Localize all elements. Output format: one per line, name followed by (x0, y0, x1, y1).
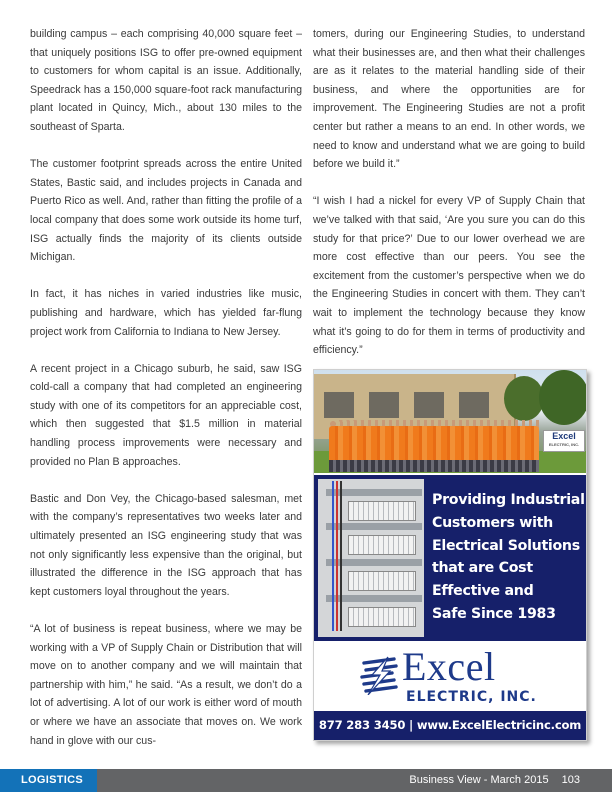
paragraph: “A lot of business is repeat business, where we may be working with a VP of Supply Chain or Distribution that will move on to another company and we will maintain that partnership with him,” he said. “As a result, we don’t do a lot of advertising. A lot of our work is either word of mouth or where we have an associate that moves on. We work hand in glove with our cus- (30, 623, 302, 747)
ad-headline (432, 489, 585, 626)
paragraph: Bastic and Don Vey, the Chicago-based salesman, met with the company’s representatives two weeks later and ultimately presented an ISG engineering study that was not only significantly less expensive than the original, but illustrated the difference in the ISG approach that has kept customers loyal throughout the years. (30, 492, 302, 598)
publication-title: Business View - March 2015 (409, 774, 549, 786)
headline-line: Electrical Solutions (432, 537, 580, 554)
paragraph: “I wish I had a nickel for every VP of Supply Chain that we’ve talked with that said, ‘Are you sure you can do this study for that price?’ Due to our lower overhead we are more cost effective than our peers. You see the excitement from the customer’s perspective when we do the Engineering Studies in concert with them. They can’t wait to implement the technology because they know what it’s going to do for them in terms of productivity and efficiency.” (313, 195, 585, 357)
logo-subtitle: ELECTRIC, INC. (406, 689, 537, 705)
excel-electric-advertisement[interactable] (313, 369, 587, 741)
ad-contact-line[interactable]: 877 283 3450 | www.ExcelElectricinc.com (314, 711, 586, 740)
logo-name: Excel (402, 644, 496, 689)
company-sign (543, 430, 585, 452)
paragraph: In fact, it has niches in varied industries like music, publishing and hardware, which has yielded far-flung project work from California to Indiana to New Jersey. (30, 288, 302, 338)
paragraph: A recent project in a Chicago suburb, he said, saw ISG cold-call a company that had completed an engineering study with one of its competitors for an appreciable cost, which then suggested that $1.5 million in material handling process improvements were necessary and provided no Plan B approaches. (30, 362, 302, 468)
ad-message-band (314, 475, 586, 641)
headline-line: Effective and (432, 583, 534, 600)
headline-line: Safe Since 1983 (432, 605, 556, 622)
page-number: 103 (561, 774, 580, 786)
headline-line: Providing Industrial (432, 492, 585, 508)
lightning-coil-icon (358, 655, 400, 695)
excel-electric-logo (314, 641, 586, 711)
sign-text: Excel (552, 431, 576, 441)
page-footer (0, 769, 612, 792)
headline-line: that are Cost (432, 560, 533, 577)
publication-info (399, 769, 580, 792)
paragraph: tomers, during our Engineering Studies, to understand what their businesses are, and then what their challenges are as it relates to the material handling side of their business, and where the opportunities are for improvement. The Engineering Studies are not a profit center but rather a means to an end. In other words, we need to know and understand what we are going to build before we build it.” (313, 28, 585, 171)
article-column-left (30, 25, 302, 769)
sign-subtext: ELECTRIC, INC. (548, 442, 580, 447)
article-column-right (313, 25, 585, 378)
headline-line: Customers with (432, 514, 553, 531)
paragraph: The customer footprint spreads across the entire United States, Bastic said, and includes projects in Canada and Puerto Rico as well. And, rather than fitting the profile of a local company that does some work outside its home turf, ISG actually finds the majority of its clients outside Michigan. (30, 158, 302, 264)
team-photo (314, 370, 586, 473)
section-label: LOGISTICS (0, 769, 97, 792)
electrical-panel-photo (318, 479, 424, 637)
paragraph: building campus – each comprising 40,000 square feet – that uniquely positions ISG to offer pre-owned equipment to customers for whom capital is an issue. Additionally, Speedrack has a 150,000 square-foot rack manufacturing plant located in Quincy, Mich., about 130 miles to the southeast of Sparta. (30, 28, 302, 133)
